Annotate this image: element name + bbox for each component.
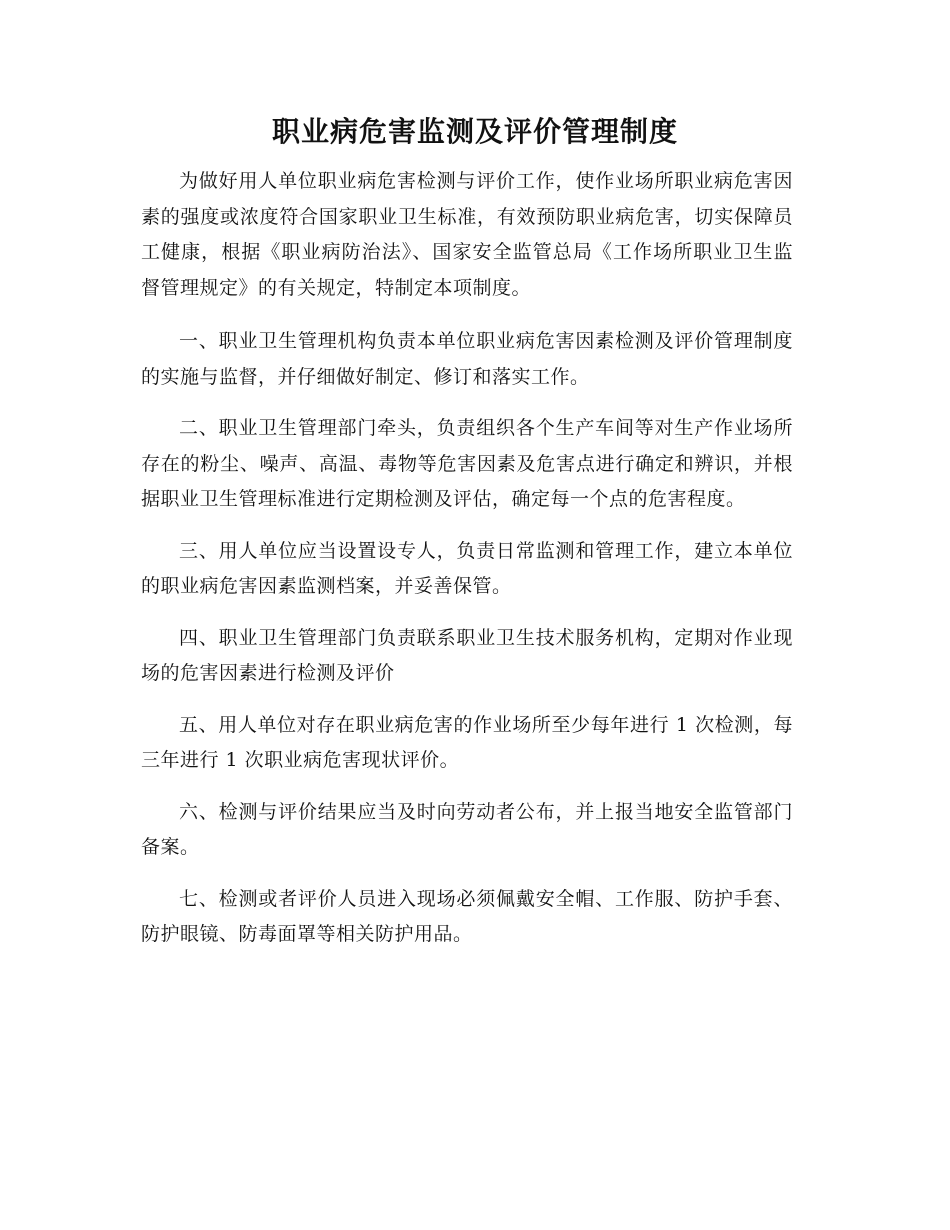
- document-body: [141, 164, 793, 969]
- clause-1-paragraph: 一、职业卫生管理机构负责本单位职业病危害因素检测及评价管理制度的实施与监督，并仔细做好制定、修订和落实工作。: [141, 330, 793, 388]
- clause-4-paragraph: 四、职业卫生管理部门负责联系职业卫生技术服务机构，定期对作业现场的危害因素进行检测及评价: [141, 626, 793, 684]
- clause-6-paragraph: 六、检测与评价结果应当及时向劳动者公布，并上报当地安全监管部门备案。: [141, 800, 793, 858]
- clause-2-paragraph: 二、职业卫生管理部门牵头，负责组织各个生产车间等对生产作业场所存在的粉尘、噪声、高温、毒物等危害因素及危害点进行确定和辨识，并根据职业卫生管理标准进行定期检测及评估，确定每一个点的危害程度。: [141, 417, 793, 510]
- clause-3-paragraph: 三、用人单位应当设置设专人，负责日常监测和管理工作，建立本单位的职业病危害因素监测档案，并妥善保管。: [141, 539, 793, 597]
- clause-7-paragraph: 七、检测或者评价人员进入现场必须佩戴安全帽、工作服、防护手套、防护眼镜、防毒面罩等相关防护用品。: [141, 887, 793, 945]
- intro-paragraph: 为做好用人单位职业病危害检测与评价工作，使作业场所职业病危害因素的强度或浓度符合国家职业卫生标准，有效预防职业病危害，切实保障员工健康，根据《职业病防治法》、国家安全监管总局《工作场所职业卫生监督管理规定》的有关规定，特制定本项制度。: [141, 170, 793, 299]
- clause-5-paragraph: 五、用人单位对存在职业病危害的作业场所至少每年进行 1 次检测，每三年进行 1 次职业病危害现状评价。: [141, 713, 793, 771]
- document-title: 职业病危害监测及评价管理制度: [271, 115, 678, 148]
